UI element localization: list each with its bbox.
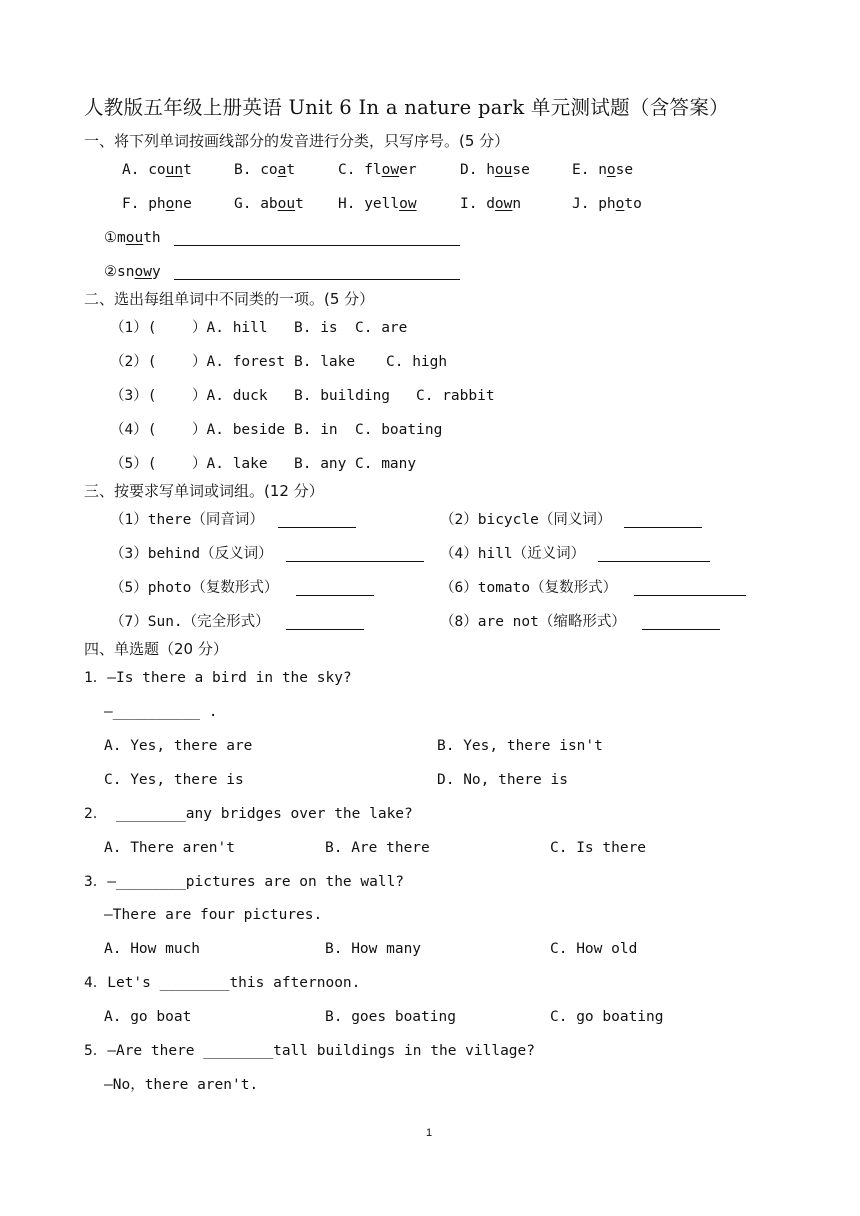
question-stem: 1．—Is there a bird in the sky?	[84, 670, 352, 686]
section-2-heading: 二、选出每组单词中不同类的一项。(5 分）	[84, 290, 375, 308]
option-f: F. phone	[122, 196, 192, 212]
answer-line[interactable]	[296, 595, 374, 596]
choice-d: D. No, there is	[437, 772, 568, 788]
word-task: （1）there（同音词）	[110, 512, 264, 528]
choice-b: B. building	[294, 388, 391, 404]
word-task: （3）behind（反义词）	[110, 546, 273, 562]
answer-line[interactable]	[286, 561, 424, 562]
choice-b: B. is	[294, 320, 338, 336]
question-answer-line: —There are four pictures.	[104, 907, 323, 923]
item-number: （5）(	[110, 456, 157, 472]
choice-c: C. many	[355, 456, 417, 472]
option-g: G. about	[234, 196, 304, 212]
answer-line[interactable]	[174, 279, 460, 280]
choice-c: C. boating	[355, 422, 443, 438]
question-stem: 3．—________pictures are on the wall?	[84, 874, 405, 890]
section-1-heading: 一、将下列单词按画线部分的发音进行分类，只写序号。(5 分）	[84, 132, 510, 150]
choice-a: ）A. hill	[192, 320, 268, 336]
word-task: （2）bicycle（同义词）	[440, 512, 612, 528]
answer-line[interactable]	[598, 561, 710, 562]
choice-b: B. any	[294, 456, 347, 472]
choice-b: B. Yes, there isn't	[437, 738, 603, 754]
item-number: （4）(	[110, 422, 157, 438]
option-i: I. down	[460, 196, 522, 212]
answer-line[interactable]	[278, 527, 356, 528]
choice-c: C. Is there	[550, 840, 647, 856]
choice-b: B. in	[294, 422, 338, 438]
question-answer-line: —No，there aren't.	[104, 1077, 259, 1093]
choice-a: ）A. beside	[192, 422, 286, 438]
item-number: （3）(	[110, 388, 157, 404]
option-h: H. yellow	[338, 196, 417, 212]
option-b: B. coat	[234, 162, 296, 178]
word-task: （4）hill（近义词）	[440, 546, 586, 562]
question-stem: 5．—Are there ________tall buildings in the village?	[84, 1043, 535, 1059]
page-number: 1	[426, 1127, 433, 1139]
choice-a: A. How much	[104, 941, 201, 957]
category-snowy: ②snowy	[104, 264, 161, 280]
question-stem: 2． ________any bridges over the lake?	[84, 806, 413, 822]
word-task: （6）tomato（复数形式）	[440, 580, 618, 596]
choice-c: C. go boating	[550, 1009, 664, 1025]
category-mouth: ①mouth	[104, 230, 161, 246]
choice-a: ）A. forest	[192, 354, 286, 370]
choice-a: ）A. duck	[192, 388, 268, 404]
item-number: （2）(	[110, 354, 157, 370]
answer-line[interactable]	[624, 527, 702, 528]
word-task: （5）photo（复数形式）	[110, 580, 279, 596]
item-number: （1）(	[110, 320, 157, 336]
page-title: 人教版五年级上册英语 Unit 6 In a nature park 单元测试题（含答案）	[84, 96, 729, 119]
section-4-heading: 四、单选题（20 分）	[84, 640, 228, 658]
option-c: C. flower	[338, 162, 417, 178]
section-3-heading: 三、按要求写单词或词组。(12 分）	[84, 482, 324, 500]
word-task: （8）are not（缩略形式）	[440, 614, 626, 630]
option-e: E. nose	[572, 162, 634, 178]
answer-line[interactable]	[642, 629, 720, 630]
choice-b: B. How many	[325, 941, 422, 957]
option-j: J. photo	[572, 196, 642, 212]
choice-a: A. There aren't	[104, 840, 235, 856]
option-a: A. count	[122, 162, 192, 178]
choice-c: C. are	[355, 320, 408, 336]
choice-c: C. rabbit	[416, 388, 495, 404]
choice-c: C. Yes, there is	[104, 772, 244, 788]
choice-b: B. Are there	[325, 840, 430, 856]
choice-a: A. Yes, there are	[104, 738, 253, 754]
choice-b: B. goes boating	[325, 1009, 456, 1025]
choice-b: B. lake	[294, 354, 356, 370]
choice-a: A. go boat	[104, 1009, 192, 1025]
choice-c: C. high	[386, 354, 448, 370]
question-stem: 4．Let's ________this afternoon.	[84, 975, 361, 991]
answer-line[interactable]	[286, 629, 364, 630]
answer-line[interactable]	[174, 245, 460, 246]
question-answer-line: —__________ .	[104, 704, 218, 720]
answer-line[interactable]	[634, 595, 746, 596]
word-task: （7）Sun.（完全形式）	[110, 614, 270, 630]
choice-a: ）A. lake	[192, 456, 268, 472]
choice-c: C. How old	[550, 941, 638, 957]
option-d: D. house	[460, 162, 530, 178]
